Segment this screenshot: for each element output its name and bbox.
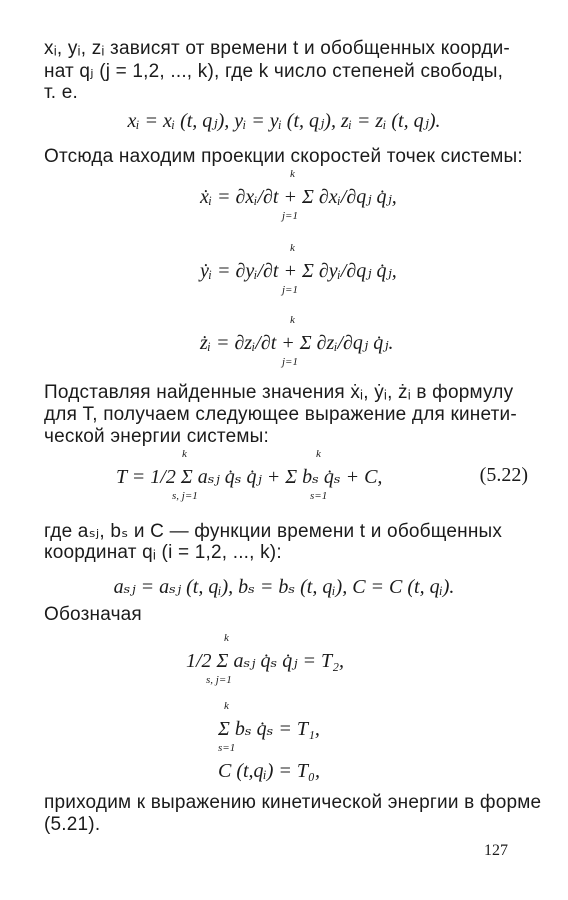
paragraph-4-line-2: (5.21). [44, 814, 101, 835]
equation-functions: aₛⱼ = aₛⱼ (t, qᵢ), bₛ = bₛ (t, qᵢ), C = C (t, qᵢ). [113, 576, 455, 598]
velocity-equation-x [200, 168, 397, 222]
kinetic-sum-2-bottom: s=1 [310, 490, 328, 502]
definition-T2-text: 1/2 Σ aₛⱼ q̇ₛ q̇ⱼ = T₂, [186, 650, 345, 672]
definition-T1-text: Σ bₛ q̇ₛ = T₁, [218, 718, 320, 740]
paragraph-1-line-3: т. е. [44, 82, 78, 103]
velocities-intro: Отсюда находим проекции скоростей точек системы: [44, 146, 523, 167]
velocity-equation-x-text: ẋᵢ = ∂xᵢ/∂t + Σ ∂xᵢ/∂qⱼ q̇ⱼ, [200, 186, 397, 208]
velocity-equation-z-sum-top: k [290, 314, 295, 326]
definition-T1-sum-top: k [224, 700, 229, 712]
equation-kinetic-energy [116, 448, 383, 502]
definition-T1 [218, 700, 320, 754]
paragraph-2-line-2: для T, получаем следующее выражение для кинети- [44, 404, 517, 425]
definition-T2-sum-bottom: s, j=1 [206, 674, 232, 686]
paragraph-2-line-3: ческой энергии системы: [44, 426, 269, 447]
velocity-equation-z [200, 314, 394, 368]
definition-T0: C (t,qᵢ) = T₀, [218, 760, 320, 782]
paragraph-1-line-2: нат qⱼ (j = 1,2, ..., k), где k число степеней свободы, [44, 61, 504, 82]
paragraph-3-line-1: где aₛⱼ, bₛ и C — функции времени t и обобщенных [44, 521, 503, 542]
page-number: 127 [484, 842, 508, 859]
kinetic-sum-1-top: k [182, 448, 187, 460]
velocity-equation-y-text: ẏᵢ = ∂yᵢ/∂t + Σ ∂yᵢ/∂qⱼ q̇ⱼ, [200, 260, 397, 282]
paragraph-2-line-1: Подставляя найденные значения ẋᵢ, ẏᵢ, żᵢ в формулу [44, 382, 514, 403]
paragraph-1-line-1: xᵢ, yᵢ, zᵢ зависят от времени t и обобщенных коорди- [44, 38, 510, 59]
equation-positions: xᵢ = xᵢ (t, qⱼ), yᵢ = yᵢ (t, qⱼ), zᵢ = zᵢ (t, qⱼ). [127, 110, 441, 132]
velocity-equation-x-sum-top: k [290, 168, 295, 180]
definition-T1-sum-bottom: s=1 [218, 742, 236, 754]
equation-kinetic-energy-text: T = 1/2 Σ aₛⱼ q̇ₛ q̇ⱼ + Σ bₛ q̇ₛ + C, [116, 466, 383, 488]
velocity-equation-z-text: żᵢ = ∂zᵢ/∂t + Σ ∂zᵢ/∂qⱼ q̇ⱼ. [200, 332, 394, 354]
kinetic-sum-1-bottom: s, j=1 [172, 490, 198, 502]
velocity-equation-y-sum-bottom: j=1 [282, 284, 298, 296]
denoting-word: Обозначая [44, 604, 142, 625]
velocity-equation-y [200, 242, 397, 296]
paragraph-3-line-2: координат qᵢ (i = 1,2, ..., k): [44, 542, 282, 563]
definition-T2 [186, 632, 345, 686]
definition-T2-sum-top: k [224, 632, 229, 644]
equation-number: (5.22) [479, 464, 528, 486]
velocity-equation-x-sum-bottom: j=1 [282, 210, 298, 222]
kinetic-sum-2-top: k [316, 448, 321, 460]
paragraph-4-line-1: приходим к выражению кинетической энергии в форме [44, 792, 542, 813]
velocity-equation-y-sum-top: k [290, 242, 295, 254]
velocity-equation-z-sum-bottom: j=1 [282, 356, 298, 368]
